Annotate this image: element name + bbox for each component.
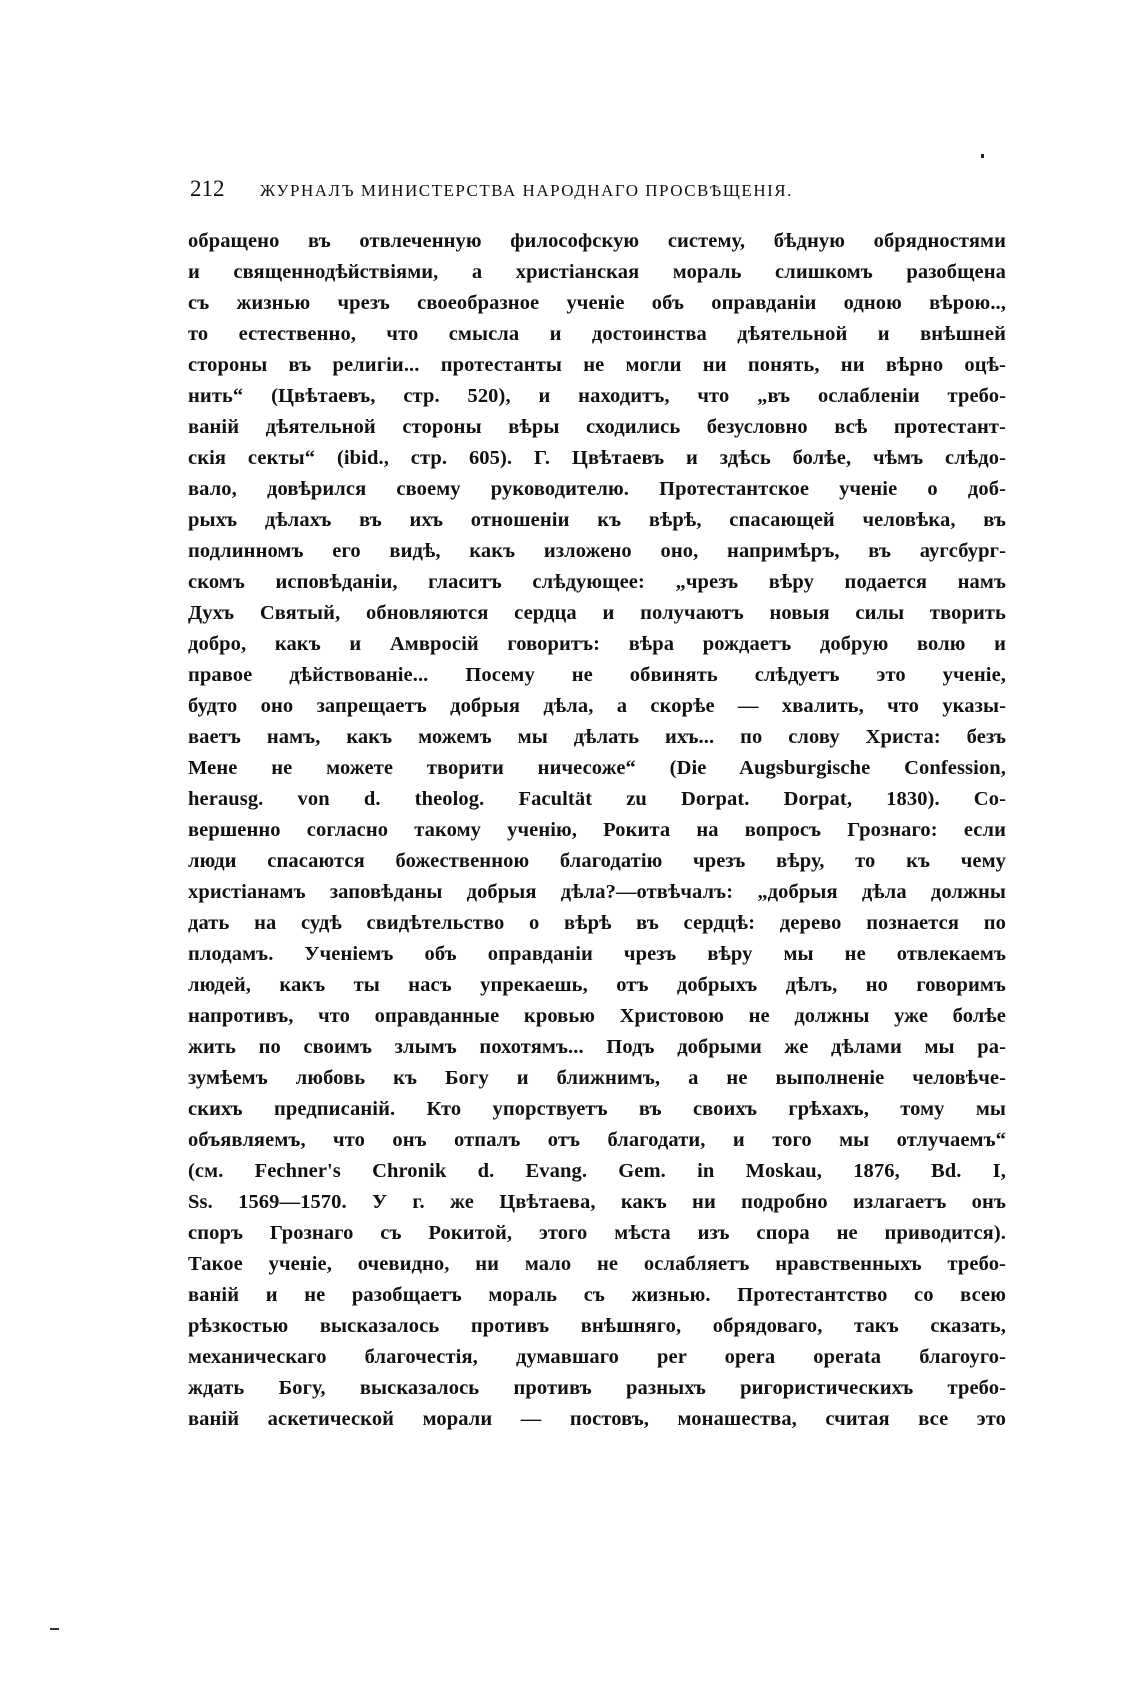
text-line: ждать Богу, высказалось противъ разныхъ ригористическихъ требо-	[188, 1377, 1006, 1399]
body-text	[188, 226, 1006, 1435]
text-line: дать на судѣ свидѣтельство о вѣрѣ въ сердцѣ: дерево познается по	[188, 912, 1006, 934]
text-line: зумѣемъ любовь къ Богу и ближнимъ, а не выполненіе человѣче-	[188, 1067, 1006, 1089]
text-line: механическаго благочестія, думавшаго per opera operata благоуго-	[188, 1346, 1006, 1368]
text-line: объявляемъ, что онъ отпалъ отъ благодати, и того мы отлучаемъ“	[188, 1129, 1006, 1151]
text-line: скомъ исповѣданіи, гласитъ слѣдующее: „чрезъ вѣру подается намъ	[188, 571, 1006, 593]
text-line: ваній дѣятельной стороны вѣры сходились безусловно всѣ протестант-	[188, 416, 1006, 438]
text-line: подлинномъ его видѣ, какъ изложено оно, напримѣръ, въ аугсбург-	[188, 540, 1006, 562]
text-line: (см. Fechner's Chronik d. Evang. Gem. in Moskau, 1876, Bd. I,	[188, 1160, 1006, 1182]
text-line: плодамъ. Ученіемъ объ оправданіи чрезъ вѣру мы не отвлекаемъ	[188, 943, 1006, 965]
text-line: съ жизнью чрезъ своеобразное ученіе объ оправданіи одною вѣрою..,	[188, 292, 1006, 314]
text-line: Мене не можете творити ничесоже“ (Die Augsburgische Confession,	[188, 757, 1006, 779]
text-line: скихъ предписаній. Кто упорствуетъ въ своихъ грѣхахъ, тому мы	[188, 1098, 1006, 1120]
text-line: ваній и не разобщаетъ мораль съ жизнью. Протестантство со всею	[188, 1284, 1006, 1306]
text-line: правое дѣйствованіе... Посему не обвинять слѣдуетъ это ученіе,	[188, 664, 1006, 686]
text-line: рѣзкостью высказалось противъ внѣшняго, обрядоваго, такъ сказать,	[188, 1315, 1006, 1337]
text-line: люди спасаются божественною благодатію чрезъ вѣру, то къ чему	[188, 850, 1006, 872]
running-header	[190, 176, 1010, 206]
text-line: людей, какъ ты насъ упрекаешь, отъ добрыхъ дѣлъ, но говоримъ	[188, 974, 1006, 996]
print-speck	[981, 154, 984, 158]
text-line: herausg. von d. theolog. Facultät zu Dorpat. Dorpat, 1830). Со-	[188, 788, 1006, 810]
journal-title: ЖУРНАЛЪ МИНИСТЕРСТВА НАРОДНАГО ПРОСВѢЩЕНІЯ.	[260, 181, 793, 200]
text-line: напротивъ, что оправданные кровью Христовою не должны уже болѣе	[188, 1005, 1006, 1027]
text-line: Духъ Святый, обновляются сердца и получаютъ новыя силы творить	[188, 602, 1006, 624]
text-line: будто оно запрещаетъ добрыя дѣла, а скорѣе — хвалить, что указы-	[188, 695, 1006, 717]
text-line: вершенно согласно такому ученію, Рокита на вопросъ Грознаго: если	[188, 819, 1006, 841]
text-line: рыхъ дѣлахъ въ ихъ отношеніи къ вѣрѣ, спасающей человѣка, въ	[188, 509, 1006, 531]
text-line: Такое ученіе, очевидно, ни мало не ослабляетъ нравственныхъ требо-	[188, 1253, 1006, 1275]
text-line: ваній аскетической морали — постовъ, монашества, считая все это	[188, 1408, 1006, 1430]
text-line: жить по своимъ злымъ похотямъ... Подъ добрыми же дѣлами мы ра-	[188, 1036, 1006, 1058]
text-line: то естественно, что смысла и достоинства дѣятельной и внѣшней	[188, 323, 1006, 345]
text-line: нить“ (Цвѣтаевъ, стр. 520), и находитъ, что „въ ослабленіи требо-	[188, 385, 1006, 407]
margin-mark	[50, 1628, 59, 1630]
text-line: стороны въ религіи... протестанты не могли ни понять, ни вѣрно оцѣ-	[188, 354, 1006, 376]
text-line: скія секты“ (ibid., стр. 605). Г. Цвѣтаевъ и здѣсь болѣе, чѣмъ слѣдо-	[188, 447, 1006, 469]
page-number: 212	[190, 176, 225, 201]
text-line: ваетъ намъ, какъ можемъ мы дѣлать ихъ... по слову Христа: безъ	[188, 726, 1006, 748]
text-line: споръ Грознаго съ Рокитой, этого мѣста изъ спора не приводится).	[188, 1222, 1006, 1244]
text-line: и священнодѣйствіями, а христіанская мораль слишкомъ разобщена	[188, 261, 1006, 283]
text-line: добро, какъ и Амвросій говоритъ: вѣра рождаетъ добрую волю и	[188, 633, 1006, 655]
text-line: вало, довѣрился своему руководителю. Протестантское ученіе о доб-	[188, 478, 1006, 500]
text-line: обращено въ отвлеченную философскую систему, бѣдную обрядностями	[188, 230, 1006, 252]
text-line: христіанамъ заповѣданы добрыя дѣла?—отвѣчалъ: „добрыя дѣла должны	[188, 881, 1006, 903]
text-line: Ss. 1569—1570. У г. же Цвѣтаева, какъ ни подробно излагаетъ онъ	[188, 1191, 1006, 1213]
